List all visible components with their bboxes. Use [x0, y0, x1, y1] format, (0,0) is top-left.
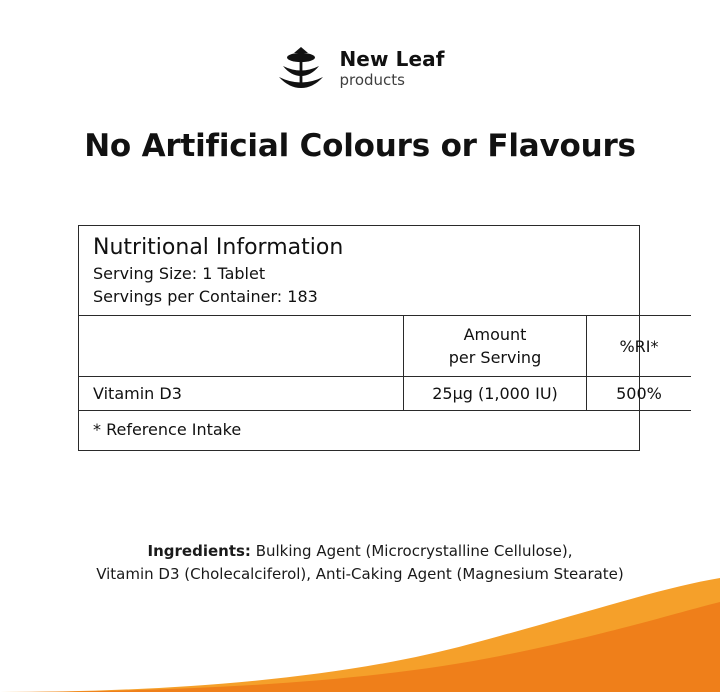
ingredients-label: Ingredients: [147, 542, 251, 560]
column-header-amount [404, 316, 587, 377]
nutrient-ri: 500% [587, 377, 692, 411]
column-header-nutrient [79, 316, 404, 377]
reference-intake-footnote: * Reference Intake [79, 411, 691, 451]
orange-swoosh-decoration [0, 572, 720, 692]
nutrition-panel-title: Nutritional Information [93, 235, 344, 260]
nutrient-name: Vitamin D3 [79, 377, 404, 411]
page-title: No Artificial Colours or Flavours [84, 128, 636, 164]
serving-size: Serving Size: 1 Tablet [93, 264, 266, 283]
column-header-ri: %RI* [587, 316, 692, 377]
table-row [79, 377, 691, 411]
nutrient-amount: 25µg (1,000 IU) [404, 377, 587, 411]
nutrition-panel [78, 225, 662, 451]
brand-wordmark [339, 46, 445, 89]
brand-name: New Leaf [339, 46, 445, 71]
table-header-row [79, 316, 691, 377]
servings-per-container: Servings per Container: 183 [93, 287, 318, 306]
ingredients-line1: Bulking Agent (Microcrystalline Cellulose), [255, 542, 573, 560]
column-header-amount-line2: per Serving [448, 348, 542, 368]
brand-tagline: products [339, 70, 405, 89]
brand-lockup [0, 0, 720, 94]
nutrition-table [79, 315, 691, 450]
ingredients-line2: Vitamin D3 (Cholecalciferol), Anti-Caking Agent (Magnesium Stearate) [96, 564, 624, 583]
leaf-plant-icon [275, 42, 327, 94]
table-footnote-row [79, 411, 691, 451]
column-header-amount-line1: Amount [463, 325, 527, 344]
